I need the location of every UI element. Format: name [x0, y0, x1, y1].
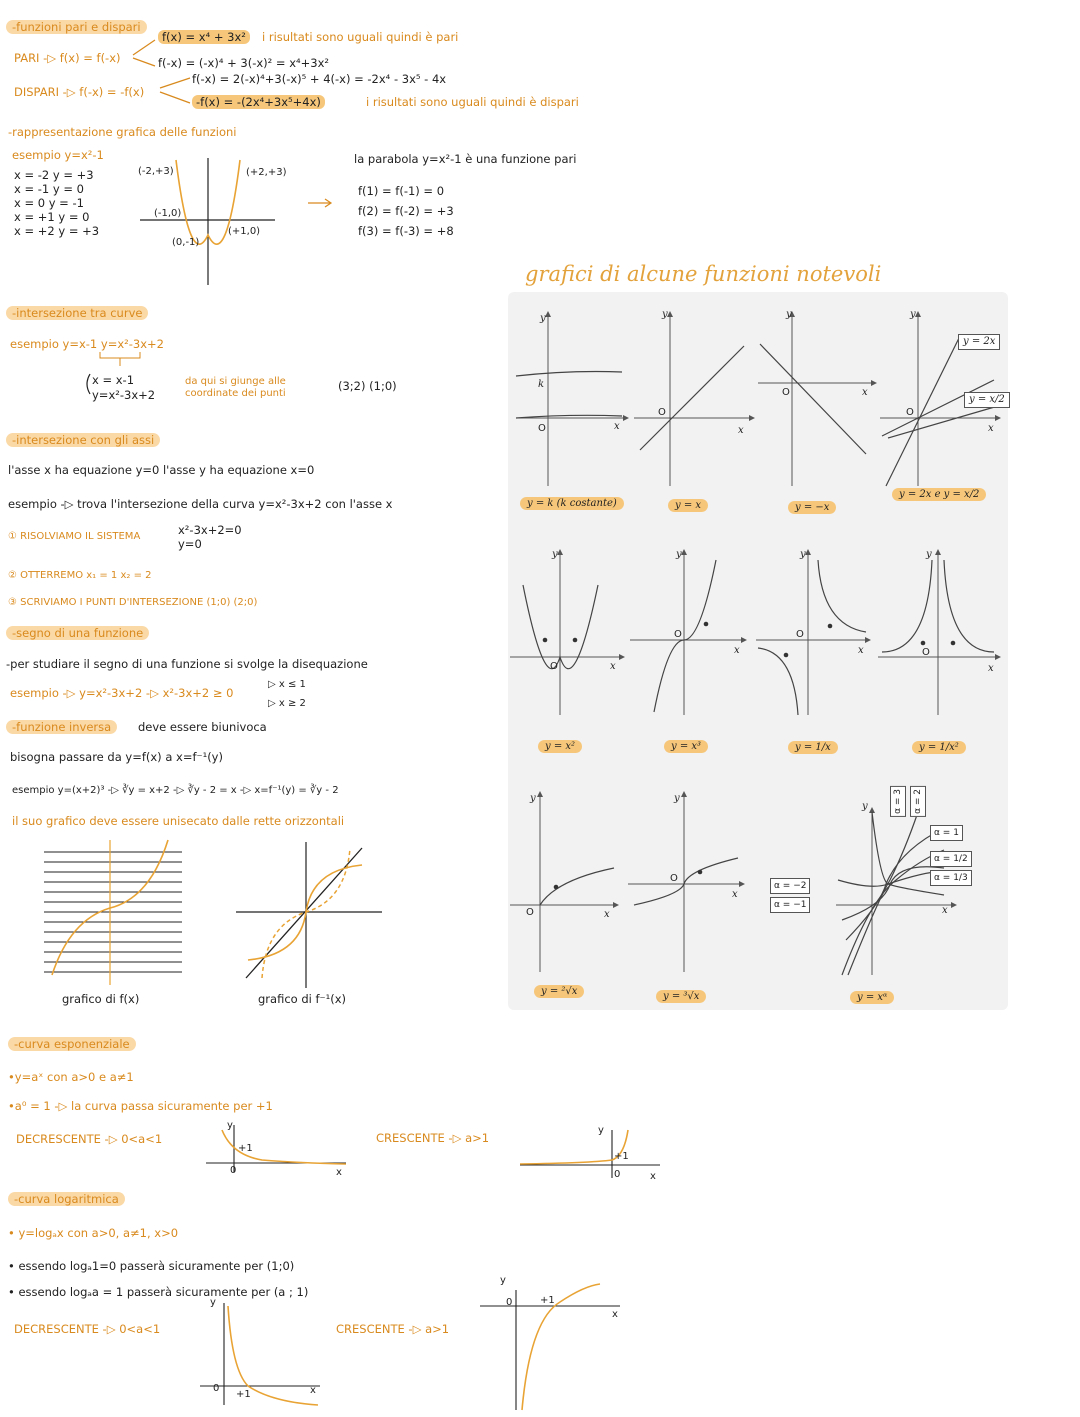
- notable-caption: y = k (k costante): [520, 497, 624, 510]
- alpha-label: α = 3: [890, 786, 906, 817]
- axis-label: x: [732, 889, 738, 900]
- log-title: -curva logaritmica: [8, 1192, 125, 1206]
- axis-label: y: [674, 793, 680, 804]
- fx-text: f(x) = x⁴ + 3x²: [158, 30, 250, 44]
- axis-label: O: [796, 629, 804, 640]
- notable-caption: y = 1/x²: [912, 741, 966, 754]
- dispari-definition: DISPARI -▷ f(-x) = -f(x): [14, 85, 145, 99]
- exp-line2: •a⁰ = 1 -▷ la curva passa sicuramente per +1: [8, 1099, 273, 1113]
- notable-caption: y = ²√x: [534, 985, 584, 998]
- inverse-line1: bisogna passare da y=f(x) a x=f⁻¹(y): [10, 750, 223, 764]
- notable-caption: y = −x: [788, 501, 836, 514]
- axis-label: y: [800, 549, 806, 560]
- exp-title: -curva esponenziale: [8, 1037, 136, 1051]
- point-label: (0,-1): [172, 237, 200, 248]
- pari-definition: PARI -▷ f(x) = f(-x): [14, 51, 121, 65]
- axis-label: y: [786, 309, 792, 320]
- value-row: x = -1 y = 0: [14, 182, 84, 196]
- axis-label: +1: [236, 1389, 251, 1400]
- axes-line1: l'asse x ha equazione y=0 l'asse y ha equazione x=0: [8, 463, 315, 477]
- system-eq: x²-3x+2=0: [178, 523, 242, 537]
- axis-label: y: [926, 549, 932, 560]
- notable-caption: y = 2x e y = x/2: [892, 488, 986, 501]
- parity-eq: f(3) = f(-3) = +8: [358, 224, 454, 238]
- log-line3: • essendo logₐa = 1 passerà sicuramente per (a ; 1): [8, 1285, 309, 1299]
- axis-label: y: [540, 313, 546, 324]
- notable-caption: y = x³: [664, 740, 708, 753]
- value-row: x = +1 y = 0: [14, 210, 90, 224]
- axis-label: y: [210, 1297, 216, 1308]
- log-line2: • essendo logₐ1=0 passerà sicuramente per (1;0): [8, 1259, 295, 1273]
- alpha-label: α = 1/3: [930, 870, 972, 886]
- graphic-example: esempio y=x²-1: [12, 148, 104, 162]
- mfx-text: -f(x) = -(2x⁴+3x⁵+4x): [192, 95, 325, 109]
- axis-label: y: [552, 549, 558, 560]
- axes-step2: ② OTTERREMO x₁ = 1 x₂ = 2: [8, 570, 152, 581]
- axis-label: x: [650, 1171, 656, 1182]
- axis-label: +1: [540, 1295, 555, 1306]
- axis-label: O: [658, 407, 666, 418]
- notable-caption: y = ³√x: [656, 990, 706, 1003]
- axis-label: x: [336, 1167, 342, 1178]
- sign-title: -segno di una funzione: [6, 626, 149, 640]
- fx-expression: [158, 30, 250, 44]
- axis-label: x: [942, 905, 948, 916]
- axis-label: x: [988, 663, 994, 674]
- alpha-label: α = −2: [770, 878, 810, 894]
- exp-line1: •y=aˣ con a>0 e a≠1: [8, 1070, 134, 1084]
- system-eq: y=x²-3x+2: [92, 388, 156, 402]
- parity-title: -funzioni pari e dispari: [6, 20, 147, 34]
- axis-label: y: [598, 1125, 604, 1136]
- axis-label: k: [538, 379, 545, 390]
- log-crescente: CRESCENTE -▷ a>1: [336, 1322, 450, 1336]
- axis-label: y: [676, 549, 682, 560]
- arrow-text: da qui si giunge alle: [185, 376, 286, 387]
- axes-line2: esempio -▷ trova l'intersezione della curva y=x²-3x+2 con l'asse x: [8, 497, 393, 511]
- notable-caption: y = x²: [538, 740, 582, 753]
- fmx-expression: f(-x) = (-x)⁴ + 3(-x)² = x⁴+3x²: [158, 56, 329, 70]
- notable-graphs: [0, 0, 1, 1]
- inverse-must: deve essere biunivoca: [138, 720, 267, 734]
- log-line1: • y=logₐx con a>0, a≠1, x>0: [8, 1226, 179, 1240]
- axes-step1: ① RISOLVIAMO IL SISTEMA: [8, 531, 141, 542]
- intersect-example: esempio y=x-1 y=x²-3x+2: [10, 337, 164, 351]
- alpha-label: α = 1: [930, 825, 963, 841]
- alpha-label: α = 1/2: [930, 851, 972, 867]
- inverse-line2: il suo grafico deve essere unisecato dalle rette orizzontali: [12, 814, 345, 828]
- axis-label: y: [500, 1275, 506, 1286]
- mfx-note: i risultati sono uguali quindi è dispari: [366, 95, 579, 109]
- notable-title: grafici di alcune funzioni notevoli: [525, 262, 882, 286]
- parity-eq: f(2) = f(-2) = +3: [358, 204, 454, 218]
- system-eq: y=0: [178, 537, 202, 551]
- axis-label: O: [670, 873, 678, 884]
- axis-label: O: [906, 407, 914, 418]
- sign-example: esempio -▷ y=x²-3x+2 -▷ x²-3x+2 ≥ 0: [10, 686, 234, 700]
- axis-label: +1: [614, 1151, 629, 1162]
- alpha-label: α = −1: [770, 897, 810, 913]
- mfx-expression: [192, 95, 325, 109]
- sign-line1: -per studiare il segno di una funzione si svolge la disequazione: [6, 657, 368, 671]
- axis-label: x: [988, 423, 994, 434]
- intersect-title: -intersezione tra curve: [6, 306, 148, 320]
- axis-label: x: [738, 425, 744, 436]
- axis-label: 0: [230, 1165, 237, 1176]
- axis-label: +1: [238, 1143, 253, 1154]
- point-label: (+2,+3): [246, 167, 287, 178]
- parity-eq: f(1) = f(-1) = 0: [358, 184, 445, 198]
- axes-title: -intersezione con gli assi: [6, 433, 160, 447]
- axis-label: O: [922, 647, 930, 658]
- notable-graphs-panel: [508, 292, 1008, 1010]
- axis-label: O: [782, 387, 790, 398]
- point-label: (+1,0): [228, 226, 261, 237]
- inverse-example: esempio y=(x+2)³ -▷ ∛y = x+2 -▷ ∛y - 2 = x -▷ x=f⁻¹(y) = ∛y - 2: [12, 785, 339, 796]
- value-row: x = -2 y = +3: [14, 168, 94, 182]
- axis-label: x: [310, 1385, 316, 1396]
- axis-label: y: [910, 309, 916, 320]
- axis-label: x: [862, 387, 868, 398]
- axes-step3: ③ SCRIVIAMO I PUNTI D'INTERSEZIONE (1;0) (2;0): [8, 597, 258, 608]
- exp-decrescente: DECRESCENTE -▷ 0<a<1: [16, 1132, 163, 1146]
- label-box-x2: y = x/2: [964, 392, 1010, 408]
- axis-label: O: [674, 629, 682, 640]
- alpha-label: α = 2: [910, 786, 926, 817]
- fmx2-expression: f(-x) = 2(-x)⁴+3(-x)⁵ + 4(-x) = -2x⁴ - 3x⁵ - 4x: [192, 72, 447, 86]
- arrow-text: coordinate dei punti: [185, 388, 286, 399]
- axis-label: 0: [614, 1169, 621, 1180]
- notable-caption: y = xᵅ: [850, 991, 894, 1004]
- point-label: (-1,0): [154, 208, 182, 219]
- label-box-2x: y = 2x: [958, 334, 1000, 350]
- axis-label: y: [227, 1120, 233, 1131]
- value-row: x = +2 y = +3: [14, 224, 100, 238]
- inverse-title: -funzione inversa: [6, 720, 117, 734]
- inverse-caption-f: grafico di f(x): [62, 992, 140, 1006]
- graphic-title: -rappresentazione grafica delle funzioni: [8, 125, 237, 139]
- axis-label: 0: [213, 1383, 220, 1394]
- value-row: x = 0 y = -1: [14, 196, 84, 210]
- notable-caption: y = 1/x: [788, 741, 838, 754]
- inverse-caption-finv: grafico di f⁻¹(x): [258, 992, 346, 1006]
- axis-label: y: [862, 801, 868, 812]
- axis-label: O: [526, 907, 534, 918]
- point-label: (-2,+3): [138, 166, 174, 177]
- axis-label: x: [858, 645, 864, 656]
- axis-label: y: [662, 309, 668, 320]
- axis-label: x: [610, 661, 616, 672]
- axis-label: x: [734, 645, 740, 656]
- sign-result: ▷ x ≤ 1: [268, 679, 306, 690]
- axis-label: 0: [506, 1297, 513, 1308]
- intersect-result: (3;2) (1;0): [338, 379, 397, 393]
- parabola-note: la parabola y=x²-1 è una funzione pari: [354, 152, 577, 166]
- system-eq: x = x-1: [92, 373, 135, 387]
- log-decrescente: DECRESCENTE -▷ 0<a<1: [14, 1322, 161, 1336]
- axis-label: x: [614, 421, 620, 432]
- fx-note: i risultati sono uguali quindi è pari: [262, 30, 459, 44]
- axis-label: x: [612, 1309, 618, 1320]
- notable-caption: y = x: [668, 499, 708, 512]
- exp-crescente: CRESCENTE -▷ a>1: [376, 1131, 490, 1145]
- axis-label: O: [550, 661, 558, 672]
- sign-result: ▷ x ≥ 2: [268, 698, 306, 709]
- axis-label: x: [604, 909, 610, 920]
- axis-label: O: [538, 423, 546, 434]
- axis-label: y: [530, 793, 536, 804]
